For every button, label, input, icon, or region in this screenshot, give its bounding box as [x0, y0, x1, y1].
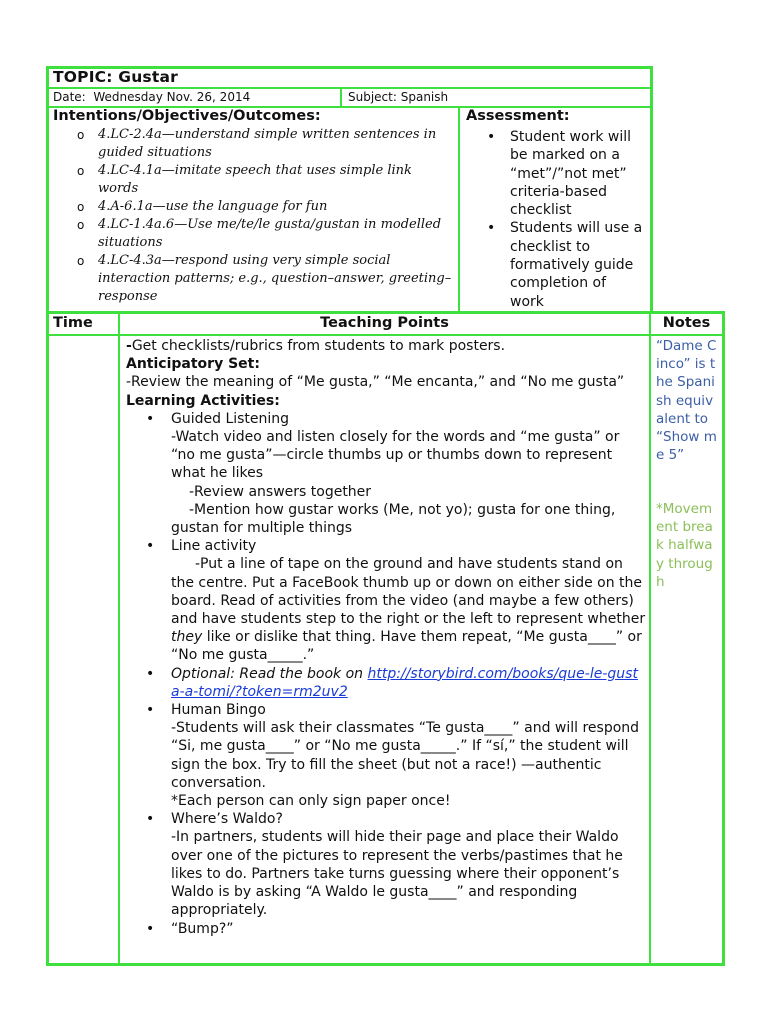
column-header-teaching-points: Teaching Points: [320, 315, 449, 331]
anticipatory-heading: Anticipatory Set:: [126, 356, 260, 373]
row-divider-topic: [46, 87, 653, 89]
list-bullet: •: [146, 665, 155, 682]
teaching-points-cell: [126, 337, 646, 938]
activity-text: [171, 665, 646, 701]
list-item: [482, 219, 644, 310]
line-text-a: -Put a line of tape on the ground and have students stand on the centre. Put a FaceBook thumb up or down on either side on the board. Read of activities from the video (and maybe a few others) and have students step to the right or the left to represent whether: [171, 556, 646, 628]
assessment-heading: Assessment:: [466, 108, 570, 124]
anticipatory-text: -Review the meaning of “Me gusta,” “Me encanta,” and “No me gusta”: [126, 374, 625, 391]
learning-heading: Learning Activities:: [126, 392, 280, 409]
activity-subtext: -Review answers together: [189, 483, 372, 500]
table-border-left-lower: [46, 311, 49, 966]
list-item: [60, 252, 456, 306]
list-bullet: o: [77, 200, 85, 214]
activity-text: -In partners, students will hide their page and place their Waldo over one of the pictures to represent the verbs/pastimes that he likes to do. Partners take turns guessing where their opponent’s Waldo is by asking “A Waldo le gusta____” and responding appropriately.: [171, 829, 623, 919]
activity-text: -Watch video and listen closely for the words and “me gusta” or “no me gusta”—circle thumbs up or thumbs down to represent what he likes: [171, 429, 620, 482]
activity-line: [126, 537, 646, 664]
optional-text: Optional: Read the book on: [171, 665, 368, 682]
table-border-right-lower: [722, 311, 725, 966]
activity-text: [171, 555, 646, 664]
row-divider-headers: [46, 334, 725, 336]
activity-human-bingo: [126, 701, 646, 810]
list-bullet: •: [146, 538, 155, 555]
table-border-right-upper: [650, 66, 653, 314]
date-field: [53, 90, 250, 104]
table-border-bottom: [46, 963, 725, 966]
activity-text: -Students will ask their classmates “Te gusta____” and will respond “Si, me gusta____” or “No me gusta_____.” If “sí,” the student will sign the box. Try to fill the sheet (but not a race!) —authentic conversation.: [171, 720, 640, 791]
activity-title: Line activity: [171, 538, 257, 555]
topic-label: TOPIC:: [53, 68, 113, 86]
col-divider-subject: [340, 87, 342, 107]
objective-text: 4.A-6.1a—use the language for fun: [98, 199, 328, 214]
activity-title: Guided Listening: [171, 410, 290, 427]
activity-title: “Bump?”: [171, 920, 234, 937]
list-bullet: •: [487, 220, 496, 237]
note-movement-break: *Movement break halfway through: [656, 501, 713, 590]
topic-title: [53, 68, 178, 86]
subject-value: Spanish: [400, 90, 449, 104]
list-bullet: •: [146, 811, 155, 828]
column-header-time: Time: [53, 315, 93, 331]
note-dame-cinco: “Dame Cinco” is the Spanish equivalent to “Show me 5”: [656, 338, 717, 464]
objective-text: 4.LC-4.3a—respond using very simple social interaction patterns; e.g., question–answer, greeting–response: [98, 253, 452, 304]
intentions-heading: Intentions/Objectives/Outcomes:: [53, 108, 321, 124]
objective-text: 4.LC-4.1a—imitate speech that uses simple link words: [98, 163, 412, 196]
list-bullet: •: [146, 702, 155, 719]
activity-wheres-waldo: [126, 810, 646, 919]
intentions-list: [60, 126, 456, 306]
line-text-em: they: [171, 629, 203, 646]
subject-field: [348, 90, 448, 104]
list-bullet: o: [77, 218, 85, 232]
storybird-link[interactable]: http://storybird.com/books/que-le-gusta-a-tomi/?token=rm2uv2: [171, 665, 638, 700]
activity-guided-listening: [126, 410, 646, 537]
date-value: Wednesday Nov. 26, 2014: [93, 90, 251, 104]
col-divider-assessment: [458, 106, 460, 312]
list-bullet: •: [487, 129, 496, 145]
list-bullet: o: [77, 128, 85, 142]
activity-title: Human Bingo: [171, 702, 266, 719]
activity-title: Where’s Waldo?: [171, 811, 283, 828]
row-divider-teaching-top: [46, 311, 725, 314]
subject-label: Subject:: [348, 90, 397, 104]
activity-optional: [126, 665, 646, 701]
objective-text: 4.LC-2.4a—understand simple written sentences in guided situations: [98, 127, 437, 160]
list-item: [60, 198, 456, 216]
list-bullet: o: [77, 254, 85, 268]
objective-text: 4.LC-1.4a.6—Use me/te/le gusta/gustan in modelled situations: [98, 217, 442, 250]
intro-text: Get checklists/rubrics from students to mark posters.: [131, 338, 506, 354]
list-bullet: o: [77, 164, 85, 178]
list-bullet: •: [146, 920, 155, 937]
date-label: Date:: [53, 90, 86, 104]
list-item: [60, 216, 456, 252]
topic-value: Gustar: [118, 68, 178, 86]
column-header-notes: Notes: [662, 315, 711, 331]
intro-line: [126, 337, 646, 355]
table-border-left: [46, 66, 49, 314]
assessment-text: Student work will be marked on a “met”/”not met” criteria-based checklist: [510, 129, 632, 219]
line-text-b: like or dislike that thing. Have them repeat, “Me gusta____” or “No me gusta_____.”: [171, 629, 642, 664]
list-bullet: •: [146, 410, 155, 427]
intro-dash: -: [126, 338, 132, 354]
activity-bump: [126, 920, 646, 938]
activity-note: *Each person can only sign paper once!: [171, 793, 451, 810]
assessment-text: Students will use a checklist to formatively guide completion of work: [510, 220, 643, 310]
col-divider-notes: [649, 313, 651, 966]
list-item: [60, 162, 456, 198]
list-item: [60, 126, 456, 162]
list-item: [482, 128, 644, 219]
assessment-list: [482, 128, 644, 311]
col-divider-time: [118, 313, 120, 966]
activity-subtext: -Mention how gustar works (Me, not yo); gusta for one thing, gustan for multiple things: [171, 501, 616, 537]
